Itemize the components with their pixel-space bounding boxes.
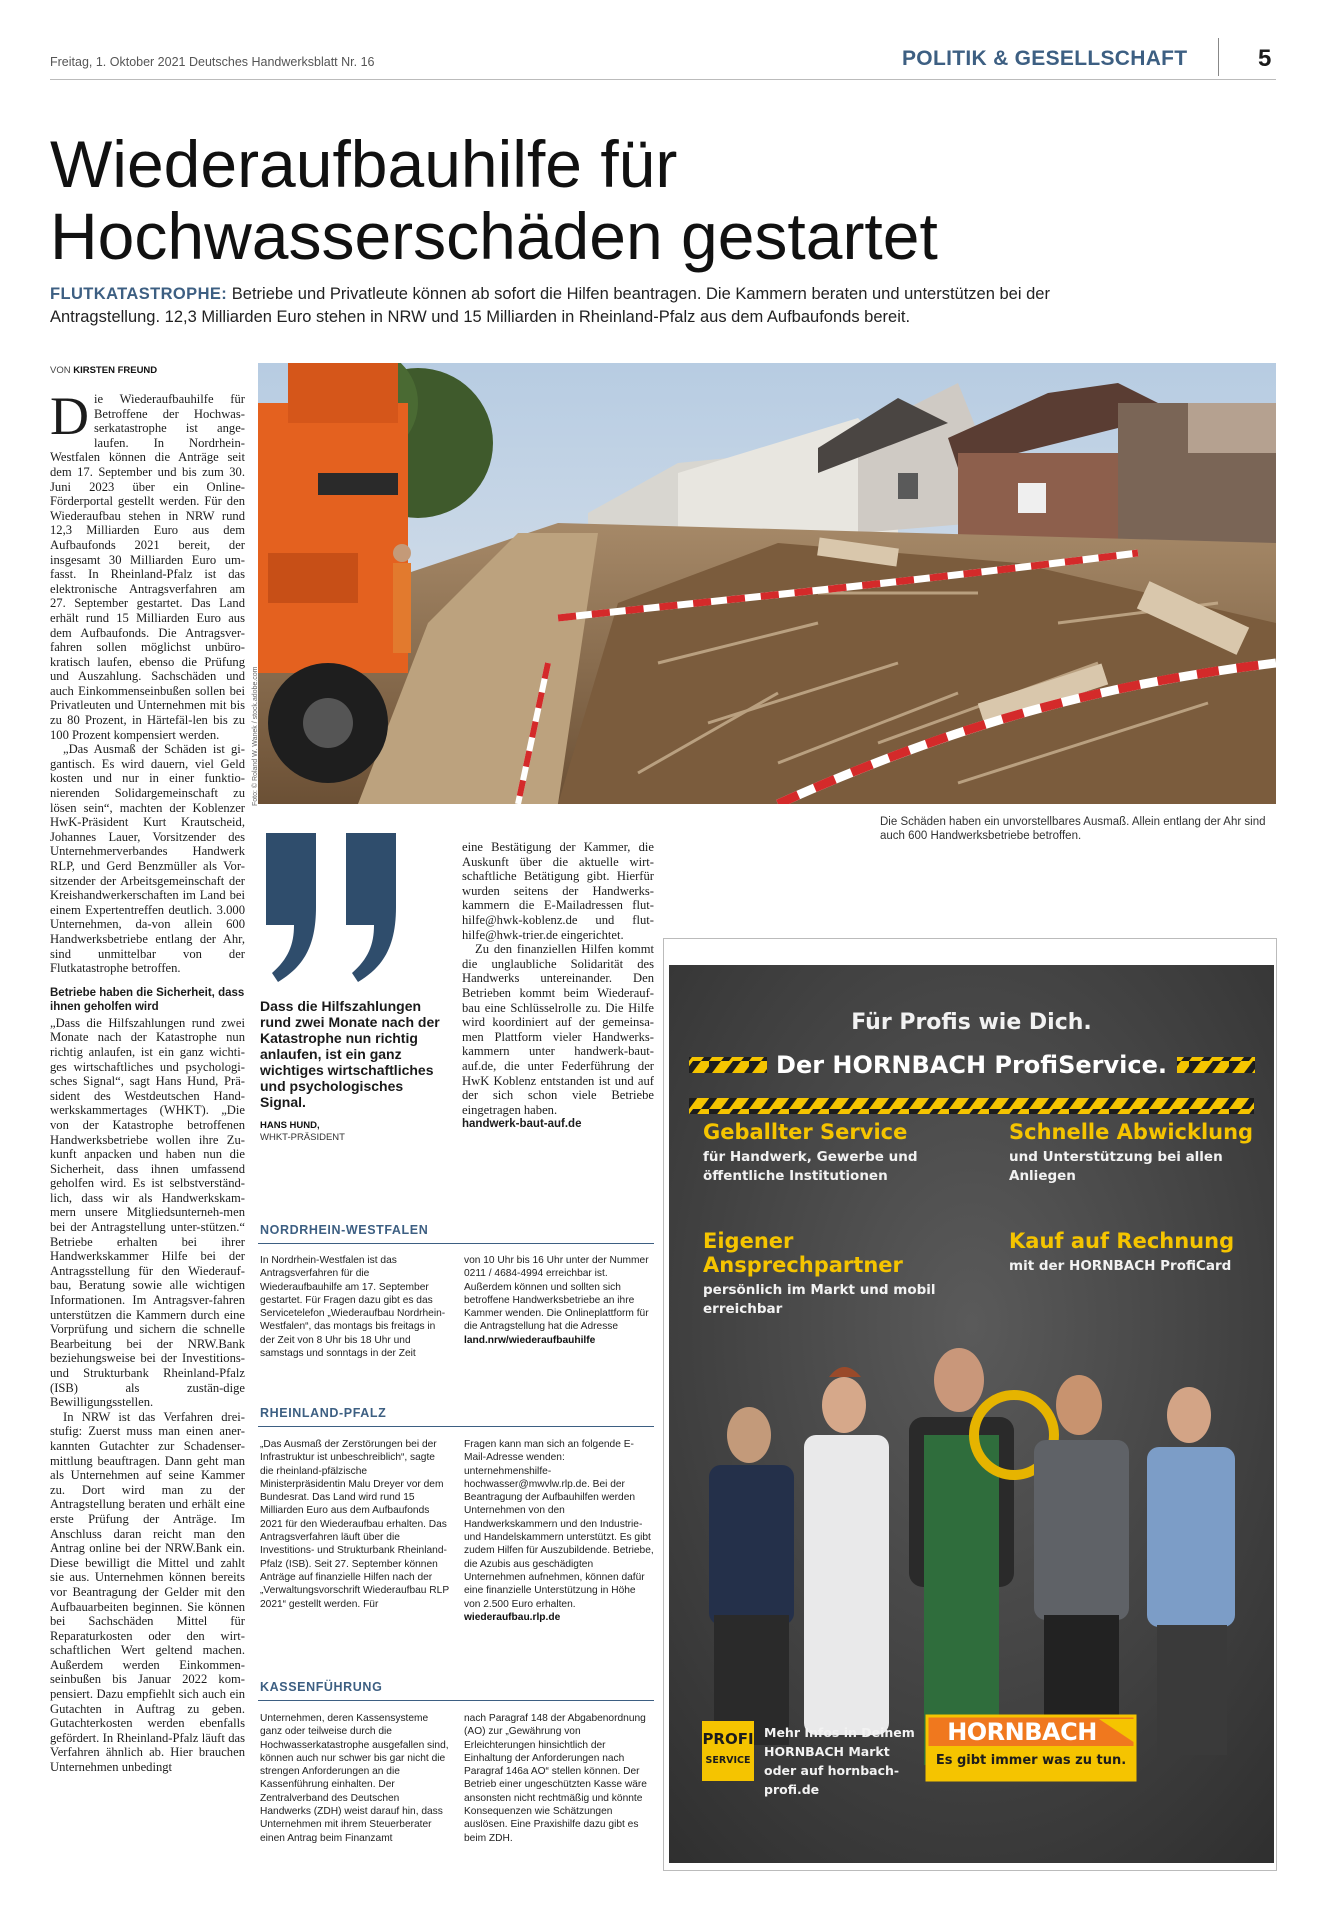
quote-attribution — [260, 1120, 345, 1144]
quote-role: WHKT-PRÄSIDENT — [260, 1132, 345, 1143]
col3-paragraph-1: eine Bestätigung der Kammer, die Auskunft über die aktuelle wirt-schaftliche Betätigung gibt. Hierfür wurden seitens der Handwerks-kammern die E-Mailadressen flut-hilfe@hwk-koblenz.de und flut-hilfe@hwk-trier.de eingerichtet. — [462, 840, 654, 942]
header-divider — [1218, 38, 1219, 76]
quote-author: HANS HUND, — [260, 1120, 320, 1131]
headline — [50, 128, 1280, 272]
headline-line-1: Wiederaufbauhilfe für — [50, 127, 678, 201]
ad-info — [764, 1723, 924, 1799]
pull-quote: Dass die Hilfszahlungen rund zwei Monate nach der Katastrophe nun richtig anlaufen, ist ein ganz wichtiges wirtschaftliches und psychologisches Signal. — [260, 998, 440, 1110]
box-nrw-right-text: von 10 Uhr bis 16 Uhr unter der Nummer 0211 / 4684-4994 erreichbar ist. Außerdem können und sollten sich betroffene Handwerksbetriebe an ihre Kammer wenden. Die Onlineplattform für die Antragstellung hat die Adresse — [464, 1255, 649, 1333]
paragraph-2: „Das Ausmaß der Schäden ist gi-gantisch. Es wird dauern, viel Geld kosten und nur in einer funktio-nierenden Solidargemeinschaft zu lösen sein“, machten der Koblenzer HwK-Präsident Kurt Krautscheid, Johannes Lauer, Vorsitzender des Unternehmerverbandes Handwerk RLP, und Gerd Benzmüller als Vor-sitzender der Arbeitsgemeinschaft der Kreishandwerkerschaften im Land bei einem Expertentreffen deutlich. 3.000 Unternehmen, da-von allein 600 Handwerksbetriebe entlang der Ahr, sind unmittelbar von der Flutkatastrophe betroffen. — [50, 742, 245, 976]
quotation-mark-icon — [258, 827, 408, 992]
ad-feature-3-text: persönlich im Markt und mobil erreichbar — [703, 1282, 936, 1317]
hornbach-slogan: Es gibt immer was zu tun. — [935, 1753, 1127, 1768]
ad-tagline-1: Für Profis wie Dich. — [851, 1010, 1092, 1035]
box-kasse-left: Unternehmen, deren Kassensysteme ganz oder teilweise durch die Hochwasserkatastrophe ausgefallen sind, können auch nur schwer bis gar nicht die strengen Anforderungen an die Kassenführung einhalten. Der Zentralverband des Deutschen Handwerks (ZDH) weist darauf hin, dass Unternehmen mit ihrem Steuerberater einen Antrag beim Finanzamt — [260, 1713, 449, 1844]
ad-info-2: HORNBACH Markt — [764, 1744, 890, 1759]
lead-paragraph — [50, 283, 1050, 329]
ad-feature-2-title: Schnelle Abwicklung — [1009, 1120, 1254, 1144]
ad-feature-1-text: für Handwerk, Gewerbe und öffentliche Institutionen — [703, 1149, 918, 1184]
page-number: 5 — [1258, 45, 1272, 72]
paragraph-1-text: ie Wiederaufbauhilfe für Betroffene der Hochwas-serkatastrophe ist ange-laufen. In Nordrhein-Westfalen können die Anträge seit dem 17. September und bis zum 30. Juni 2023 über ein Online-Förderportal gestellt werden. Für den Wiederaufbau stehen in NRW rund 12,3 Milliarden Euro aus dem Aufbaufonds 2021 bereit, der insgesamt 30 Milliarden Euro um-fasst. In Rheinland-Pfalz ist das elektronische Antragsverfahren am 27. September gestartet. Das Land erhält rund 15 Milliarden Euro aus dem Aufbaufonds. Die Antragsver-fahren sollen möglichst unbüro-kratisch laufen, ebenso die Prüfung und Auszahlung. Sachschäden und auch Einkommenseinbußen sollen bei Privatleuten und Unternehmen mit bis zu 80 Prozent, in Härtefäl-len bis zu 100 Prozent kompensiert werden. — [50, 392, 245, 742]
subheading: Betriebe haben die Sicherheit, dass ihnen geholfen wird — [50, 986, 245, 1013]
box-nrw-left: In Nordrhein-Westfalen ist das Antragsverfahren für die Wiederaufbauhilfe am 17. September gestartet. Für Fragen dazu gibt es das Servicetelefon „Wiederaufbau Nordrhein-Westfalen“, das montags bis freitags in der Zeit von 8 Uhr bis 18 Uhr und samstags und sonntags in der Zeit — [260, 1255, 446, 1360]
ad-feature-3 — [703, 1229, 993, 1319]
article-column-3 — [462, 840, 654, 1132]
dateline: Freitag, 1. Oktober 2021 Deutsches Handwerksblatt Nr. 16 — [50, 55, 375, 69]
hornbach-logo[interactable]: HORNBACH — [947, 1718, 1097, 1746]
box-rlp-title: RHEINLAND-PFALZ — [260, 1406, 387, 1420]
photo-caption: Die Schäden haben ein unvorstellbares Ausmaß. Allein entlang der Ahr sind auch 600 Handwerksbetriebe betroffen. — [880, 816, 1266, 842]
box-rlp-right — [464, 1438, 654, 1624]
paragraph-3: „Dass die Hilfszahlungen rund zwei Monate nach der Katastrophe nun richtig anlaufen, ist ein ganz wichti-ges wirtschaftliches und psychologi-sches Signal“, sagt Hans Hund, Prä-sident des Westdeutschen Hand-werkskammertages (WHKT). „Die von der Katastrophe betroffenen Handwerksbetriebe wollen ihre Zu-kunft anpacken und haben nun die Sicherheit, dass ihnen umfassend geholfen wird. Es ist selbstverständ-lich, dass wir als Handwerkskam-mern unsere Mitgliedsunterneh-men bei der Antragstellung unter-stützen.“ Betriebe erhalten bei ihrer Handwerkskammer Hilfe bei der Antragsstellung für den Wiederauf-bau, Beratung sowie alle wichtigen Informationen. Im Antragsver-fahren unterstützen die Kammern durch eine Vorprüfung und sichern die schnelle Bearbeitung bei der NRW.Bank beziehungsweise bei der Investitions- und Strukturbank Rheinland-Pfalz (ISB) als zustän-dige Bewilligungsstellen. — [50, 1015, 245, 1410]
paragraph-4: In NRW ist das Verfahren drei-stufig: Zuerst muss man einen aner-kannten Gutachter zur Schadenser-mittlung beauftragen. Dann geht man als Unternehmen auf seine Kammer zu. Dort wird man zu der Antragstellung beraten und erhält eine erste Prüfung der Anträge. Im Anschluss daran reicht man den Antrag online bei der NRW.Bank ein. Diese bewilligt die Mittel und zahlt sie aus. Unternehmen können bereits vor Beantragung der Gelder mit den Aufbauarbeiten beginnen. Sie können bei Sachschäden Mittel für Reparaturkosten oder den wirt-schaftlichen Wert geltend machen. Außerdem werden Einkommen-seinbußen bis Januar 2022 kom-pensiert. Dazu empfiehlt sich auch ein Gutachten in Auftrag zu geben. Gutachterkosten werden ebenfalls gefördert. In Rheinland-Pfalz läuft das Verfahren ähnlich ab. Hier brauchen Unternehmen unbedingt — [50, 1409, 245, 1775]
ad-feature-3-title: Eigener Ansprechpartner — [703, 1229, 903, 1277]
byline-prefix: VON — [50, 365, 74, 376]
box-kasse-rule — [258, 1700, 654, 1701]
profi-service-logo — [702, 1728, 754, 1772]
article-column-1 — [50, 386, 245, 1775]
profi-logo-line-1: PROFI — [702, 1730, 754, 1748]
section-title: POLITIK & GESELLSCHAFT — [902, 47, 1188, 70]
ad-feature-4 — [1009, 1229, 1269, 1276]
box-rlp-rule — [258, 1426, 654, 1427]
ad-feature-1-title: Geballter Service — [703, 1120, 908, 1144]
ad-feature-4-title: Kauf auf Rechnung — [1009, 1229, 1235, 1253]
box-nrw-link[interactable]: land.nrw/wiederaufbauhilfe — [464, 1334, 596, 1346]
headline-line-2: Hochwasserschäden gestartet — [50, 199, 938, 273]
col3-paragraph-2: Zu den finanziellen Hilfen kommt die unglaubliche Solidarität des Handwerks untereinander. Den Betrieben kommt beim Wiederauf-bau eine Schlüsselrolle zu. Die Hilfe wird koordiniert auf der gemeinsa-men Plattform vieler Handwerks-kammern unter handwerk-baut-auf.de, die unter Federführung der HwK Koblenz entstanden ist und auf der sich schon viele Betriebe eingetragen haben. — [462, 942, 654, 1117]
box-nrw-rule — [258, 1243, 654, 1244]
ad-tagline-2: Der HORNBACH ProfiService. — [776, 1051, 1167, 1079]
ad-feature-4-text: mit der HORNBACH ProfiCard — [1009, 1258, 1232, 1274]
hornbach-advertisement[interactable] — [669, 965, 1274, 1863]
box-rlp-left: „Das Ausmaß der Zerstörungen bei der Infrastruktur ist unbeschreiblich“, sagte die rheinland-pfälzische Ministerpräsidentin Malu Dreyer vor dem Bundesrat. Das Land wird rund 15 Milliarden Euro aus dem Aufbaufonds 2021 für den Wiederaufbau erhalten. Das Antragsverfahren läuft über die Investitions- und Strukturbank Rheinland-Pfalz (ISB). Seit 27. September können Anträge auf finanzielle Hilfen nach der „Verwaltungsvorschrift Wiederaufbau RLP 2021“ gestellt werden. Für — [260, 1439, 449, 1610]
flood-damage-photo — [258, 363, 1276, 804]
ad-info-1: Mehr Infos in Deinem — [764, 1725, 915, 1740]
ad-feature-2 — [1009, 1120, 1269, 1186]
byline — [50, 365, 157, 376]
photo-credit: Foto: © Roland W. Wanek / stock.adobe.com — [252, 666, 259, 806]
kicker: FLUTKATASTROPHE: — [50, 285, 228, 303]
paragraph-1 — [50, 386, 245, 742]
dropcap: D — [50, 386, 89, 446]
box-nrw-right — [464, 1254, 654, 1347]
box-kasse-right: nach Paragraf 148 der Abgabenordnung (AO) zur „Gewährung von Erleichterungen hinsichtlich der Einhaltung der Anforderungen nach Paragraf 146a AO“ stellen können. Der Betrieb einer ungeschützten Kasse wäre ansonsten nicht rechtmäßig und könnte Konsequenzen wie Schätzungen auslösen. Eine Praxishilfe dazu gibt es beim ZDH. — [464, 1713, 647, 1844]
col3-link[interactable]: handwerk-baut-auf.de — [462, 1118, 582, 1131]
byline-author: KIRSTEN FREUND — [73, 365, 158, 376]
box-rlp-link[interactable]: wiederaufbau.rlp.de — [464, 1611, 561, 1623]
lead-text: Betriebe und Privatleute können ab sofort die Hilfen beantragen. Die Kammern beraten und unterstützen bei der Antragstellung. 12,3 Milliarden Euro stehen in NRW und 15 Milliarden in Rheinland-Pfalz aus dem Aufbaufonds bereit. — [50, 285, 1050, 326]
ad-feature-2-text: und Unterstützung bei allen Anliegen — [1009, 1149, 1223, 1184]
box-kasse-title: KASSENFÜHRUNG — [260, 1680, 383, 1694]
box-nrw-title: NORDRHEIN-WESTFALEN — [260, 1223, 429, 1237]
header-rule — [50, 79, 1276, 80]
ad-info-url[interactable]: oder auf hornbach-profi.de — [764, 1763, 900, 1797]
profi-logo-line-2: SERVICE — [705, 1755, 751, 1766]
box-rlp-right-text: Fragen kann man sich an folgende E-Mail-Adresse wenden: unternehmenshilfe-hochwasser@mwvlw.rlp.de. Bei der Beantragung der Aufbauhilfen werden Unternehmen von den Handwerkskammern und den Industrie- und Handelskammern unterstützt. Es gibt zudem Hilfen für Auszubildende. Betriebe, die Azubis aus geschädigten Unternehmen aufnehmen, können dafür eine finanzielle Unterstützung in Höhe von 2.500 Euro erhalten. — [464, 1439, 654, 1610]
ad-feature-1 — [703, 1120, 973, 1186]
